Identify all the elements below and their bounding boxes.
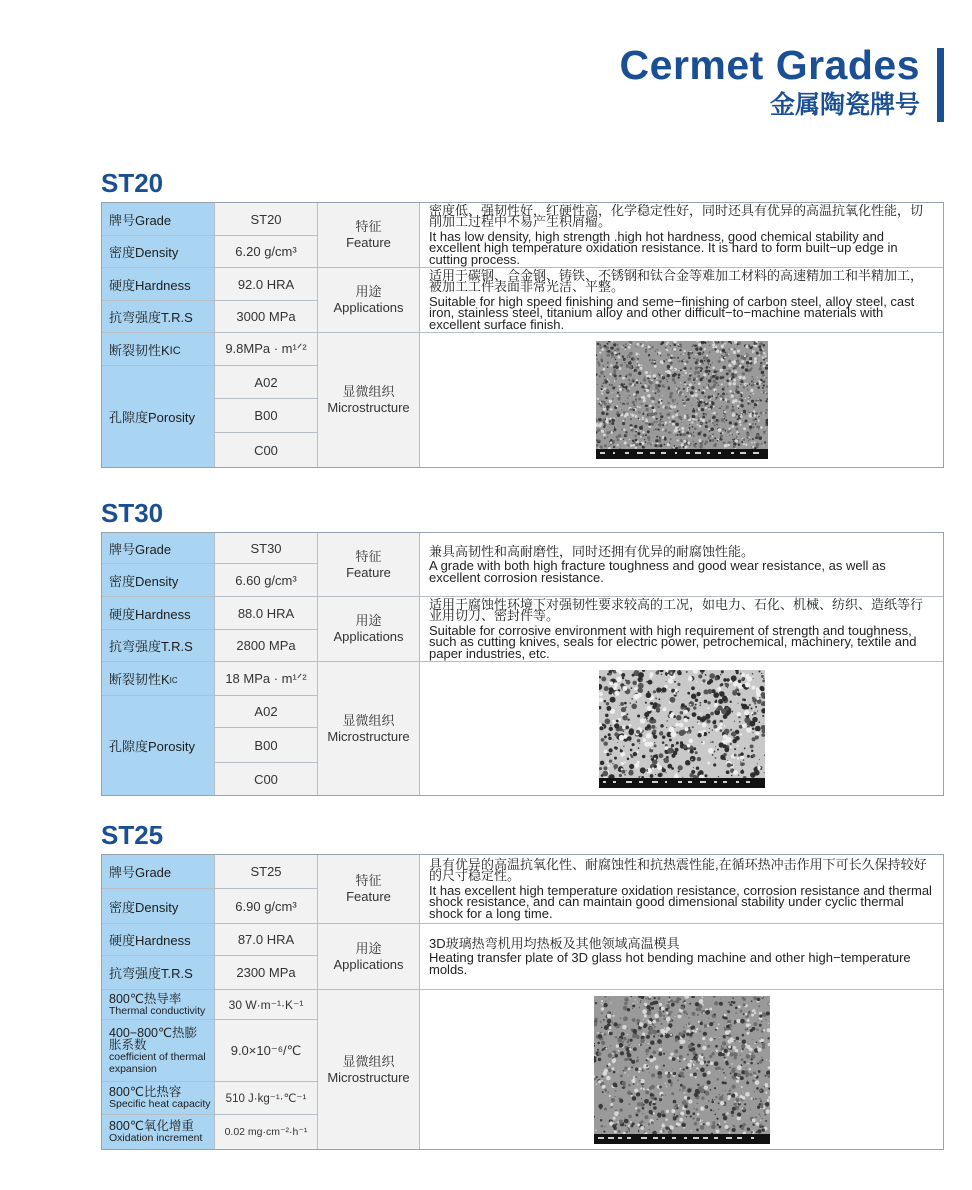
applications-desc [420,268,943,333]
applications-desc-zh: 适用于碳钢、合金钢、铸铁、不锈钢和钛合金等难加工材料的高速精加工和半精加工，被加工工件表面非常光洁、平整。 [429,267,924,295]
hardness-label: 硬度Hardness [102,597,215,630]
kic-label [102,662,215,696]
hc-label-en: Specific heat capacity [109,1098,211,1110]
feature-desc-zh: 具有优异的高温抗氧化性、耐腐蚀性和抗热震性能,在循环热冲击作用下可长久保持较好的尺寸稳定性。 [429,856,927,884]
porosity-label: 孔隙度Porosity [102,366,215,467]
hardness-label: 硬度Hardness [102,268,215,301]
applications-desc-zh: 3D玻璃热弯机用均热板及其他领域高温模具 [429,935,680,951]
kic-subscript: IC [169,345,181,357]
porosity-label: 孔隙度Porosity [102,696,215,795]
feature-desc [420,203,943,268]
density-value: 6.60 g/cm³ [215,564,318,597]
applications-label: 用途 Applications [318,268,420,333]
heat-capacity-label [102,1082,215,1115]
porosity-b: B00 [215,728,318,763]
density-label: 密度Density [102,236,215,268]
applications-desc-en: Suitable for high speed finishing and seme−finishing of carbon steel, alloy steel, cast iron, stainless steel, titanium alloy and other difficult−to−machine materials with excellent surface finish. [429,293,915,332]
thermal-conductivity-value: 30 W·m⁻¹·K⁻¹ [215,990,318,1020]
grade-label: 牌号Grade [102,203,215,236]
section-st25 [101,820,944,1150]
grade-value: ST30 [215,533,318,564]
porosity-b: B00 [215,399,318,433]
applications-label: 用途 Applications [318,924,420,990]
page-subtitle: 金属陶瓷牌号 [769,91,920,119]
sem-micrograph [594,996,770,1144]
section-st30 [101,498,944,796]
hardness-value: 92.0 HRA [215,268,318,301]
feature-desc [420,855,943,924]
feature-desc-en: It has excellent high temperature oxidation resistance, corrosion resistance and thermal shock resistance, and can maintain good dimensional stability under cyclic thermal shock for a long time. [429,882,932,921]
thermal-conductivity-label [102,990,215,1020]
feature-desc-zh: 兼具高韧性和高耐磨性，同时还拥有优异的耐腐蚀性能。 [429,543,755,559]
trs-value: 2300 MPa [215,956,318,990]
section-title: ST20 [101,168,164,198]
page-header [620,42,920,120]
feature-desc-en: It has low density, high strength .high hot hardness, good chemical stability and excellent high temperature oxidation resistance. It is hard to form built−up edge in cutting process. [429,228,898,267]
feature-label: 特征 Feature [318,855,420,924]
sem-micrograph [599,670,765,788]
tc-label-zh: 800℃热导率 [109,991,182,1006]
feature-desc-en: A grade with both high fracture toughness and good wear resistance, as well as excellent corrosion resistance. [429,558,886,585]
trs-label: 抗弯强度T.R.S [102,630,215,662]
hardness-value: 88.0 HRA [215,597,318,630]
te-label-en: coefficient of thermal expansion [109,1050,206,1075]
trs-label: 抗弯强度T.R.S [102,956,215,990]
grade-label: 牌号Grade [102,533,215,564]
density-value: 6.20 g/cm³ [215,236,318,268]
thermal-expansion-label [102,1020,215,1082]
density-label: 密度Density [102,889,215,924]
trs-value: 3000 MPa [215,301,318,333]
kic-label-text: 断裂韧性K [109,672,170,687]
hardness-value: 87.0 HRA [215,924,318,956]
kic-label-text: 断裂韧性K [109,342,170,358]
section-title: ST25 [101,820,164,850]
sem-micrograph [596,341,768,459]
kic-label [102,333,215,366]
trs-label: 抗弯强度T.R.S [102,301,215,333]
feature-desc [420,533,943,597]
grade-value: ST25 [215,855,318,889]
ox-label-zh: 800℃氧化增重 [109,1119,194,1133]
porosity-c: C00 [215,433,318,467]
kic-value: 18 MPa · m¹ᐟ² [215,662,318,696]
microstructure-image [420,662,943,795]
hardness-label: 硬度Hardness [102,924,215,956]
ox-label-en: Oxidation increment [109,1132,203,1144]
page-title: Cermet Grades [619,42,920,88]
tc-label-en: Thermal conductivity [109,1004,206,1017]
thermal-expansion-value: 9.0×10⁻⁶/℃ [215,1020,318,1082]
porosity-a: A02 [215,366,318,399]
grade-label: 牌号Grade [102,855,215,889]
oxidation-value: 0.02 mg·cm⁻²·h⁻¹ [215,1115,318,1149]
porosity-c: C00 [215,763,318,795]
hc-label-zh: 800℃比热容 [109,1085,182,1099]
section-st20 [101,168,944,468]
density-label: 密度Density [102,564,215,597]
oxidation-label [102,1115,215,1149]
density-value: 6.90 g/cm³ [215,889,318,924]
feature-desc-zh: 密度低、强韧性好，红硬性高，化学稳定性好，同时还具有优异的高温抗氧化性能，切削加工过程中不易产生积屑瘤。 [429,202,924,230]
header-accent-bar [937,48,944,122]
microstructure-label: 显微组织 Microstructure [318,990,420,1149]
feature-label: 特征 Feature [318,203,420,268]
microstructure-label: 显微组织 Microstructure [318,333,420,467]
microstructure-image [420,333,943,467]
microstructure-label: 显微组织 Microstructure [318,662,420,795]
heat-capacity-value: 510 J·kg⁻¹·℃⁻¹ [215,1082,318,1115]
applications-desc-zh: 适用于腐蚀性环境下对强韧性要求较高的工况，如电力、石化、机械、纺织、造纸等行业用切刀、密封件等。 [429,596,924,624]
microstructure-image [420,990,943,1149]
applications-desc-en: Heating transfer plate of 3D glass hot bending machine and other high−temperature molds. [429,950,911,977]
applications-desc-en: Suitable for corrosive environment with high requirement of strength and toughness, such as cutting knives, seals for electric power, petrochemical, machinery, textile and paper industries, etc. [429,622,917,661]
trs-value: 2800 MPa [215,630,318,662]
kic-subscript: IC [169,676,178,685]
applications-desc [420,924,943,990]
kic-value: 9.8MPa · m¹ᐟ² [215,333,318,366]
te-label-zh: 400−800℃热膨胀系数 [109,1025,198,1052]
porosity-a: A02 [215,696,318,728]
feature-label: 特征 Feature [318,533,420,597]
applications-desc [420,597,943,662]
grade-value: ST20 [215,203,318,236]
section-title: ST30 [101,498,164,528]
applications-label: 用途 Applications [318,597,420,662]
